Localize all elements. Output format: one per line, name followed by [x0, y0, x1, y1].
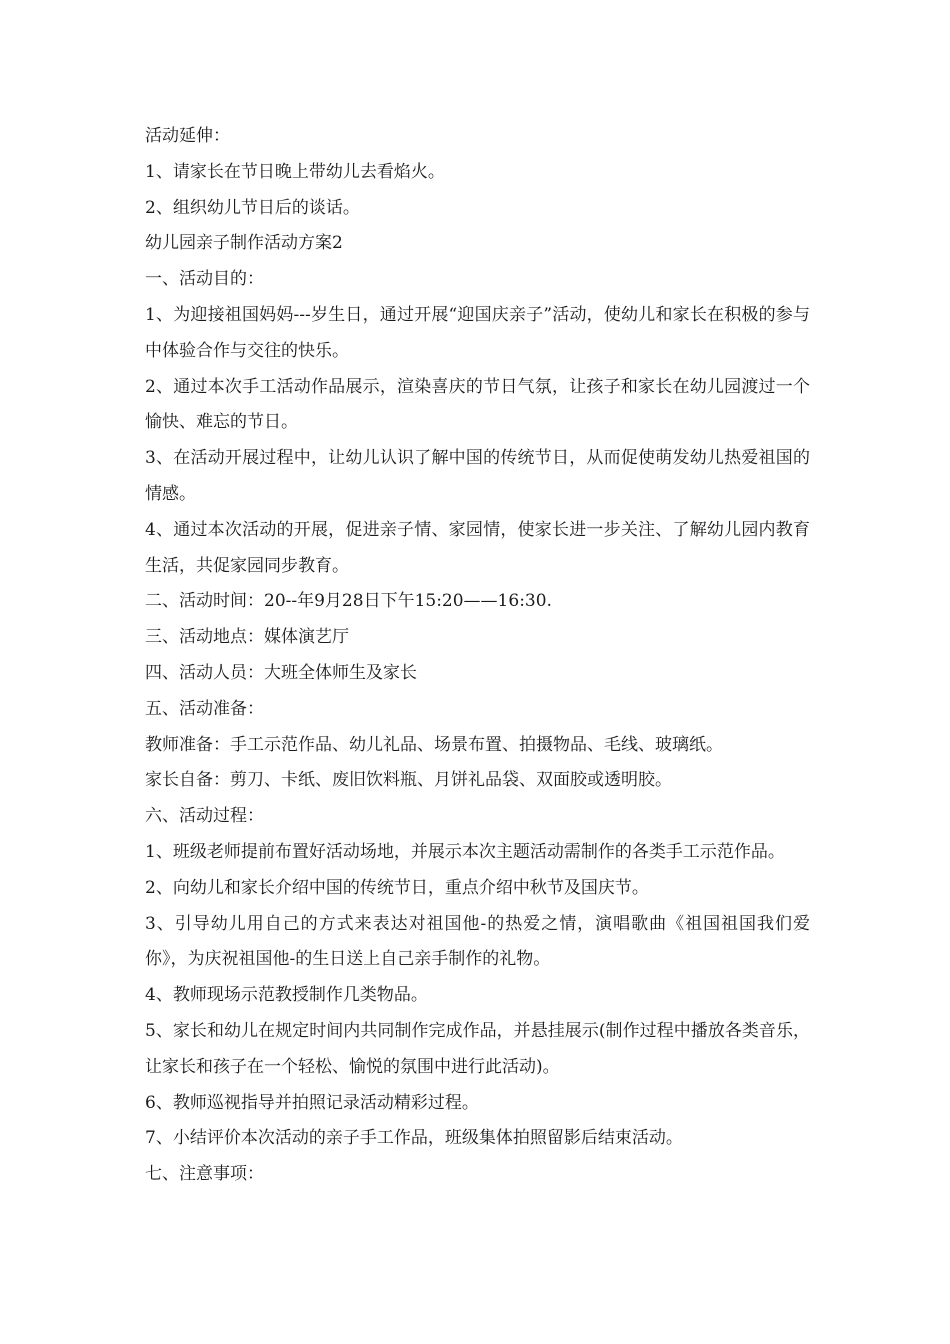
paragraph-9: 4、通过本次活动的开展，促进亲子情、家园情，使家长进一步关注、了解幼儿园内教育生活，共促家园同步教育。 — [145, 519, 810, 576]
paragraph-1: 活动延伸： — [145, 126, 230, 146]
paragraph-2: 1、请家长在节日晚上带幼儿去看焰火。 — [145, 161, 445, 182]
paragraph-15: 家长自备：剪刀、卡纸、废旧饮料瓶、月饼礼品袋、双面胶或透明胶。 — [145, 770, 672, 791]
paragraph-24: 七、注意事项： — [145, 1164, 264, 1185]
paragraph-16: 六、活动过程： — [145, 806, 264, 827]
paragraph-8: 3、在活动开展过程中，让幼儿认识了解中国的传统节日，从而促使萌发幼儿热爱祖国的情感。 — [145, 448, 810, 504]
paragraph-12: 四、活动人员：大班全体师生及家长 — [145, 662, 417, 683]
paragraph-21: 5、家长和幼儿在规定时间内共同制作完成作品，并悬挂展示(制作过程中播放各类音乐，让家长和孩子在一个轻松、愉悦的氛围中进行此活动)。 — [145, 1020, 810, 1077]
paragraph-5: 一、活动目的： — [145, 269, 264, 290]
document-body — [145, 119, 810, 1193]
paragraph-19: 3、引导幼儿用自己的方式来表达对祖国他-的热爱之情，演唱歌曲《祖国祖国我们爱你》，为庆祝祖国他-的生日送上自己亲手制作的礼物。 — [145, 913, 810, 970]
paragraph-3: 2、组织幼儿节日后的谈话。 — [145, 197, 360, 218]
paragraph-10: 二、活动时间：20--年9月28日下午15:20——16:30. — [145, 591, 552, 612]
paragraph-7: 2、通过本次手工活动作品展示，渲染喜庆的节日气氛，让孩子和家长在幼儿园渡过一个愉快、难忘的节日。 — [145, 376, 810, 433]
paragraph-6: 1、为迎接祖国妈妈---岁生日，通过开展“迎国庆亲子”活动，使幼儿和家长在积极的参与中体验合作与交往的快乐。 — [145, 304, 810, 361]
paragraph-11: 三、活动地点：媒体演艺厅 — [145, 627, 349, 648]
paragraph-23: 7、小结评价本次活动的亲子手工作品，班级集体拍照留影后结束活动。 — [145, 1128, 683, 1149]
section-heading-plan-2: 幼儿园亲子制作活动方案2 — [145, 233, 343, 254]
paragraph-20: 4、教师现场示范教授制作几类物品。 — [145, 985, 428, 1006]
paragraph-18: 2、向幼儿和家长介绍中国的传统节日，重点介绍中秋节及国庆节。 — [145, 877, 649, 898]
paragraph-13: 五、活动准备： — [145, 698, 264, 719]
paragraph-17: 1、班级老师提前布置好活动场地，并展示本次主题活动需制作的各类手工示范作品。 — [145, 841, 785, 862]
paragraph-22: 6、教师巡视指导并拍照记录活动精彩过程。 — [145, 1092, 479, 1113]
paragraph-14: 教师准备：手工示范作品、幼儿礼品、场景布置、拍摄物品、毛线、玻璃纸。 — [145, 734, 723, 755]
